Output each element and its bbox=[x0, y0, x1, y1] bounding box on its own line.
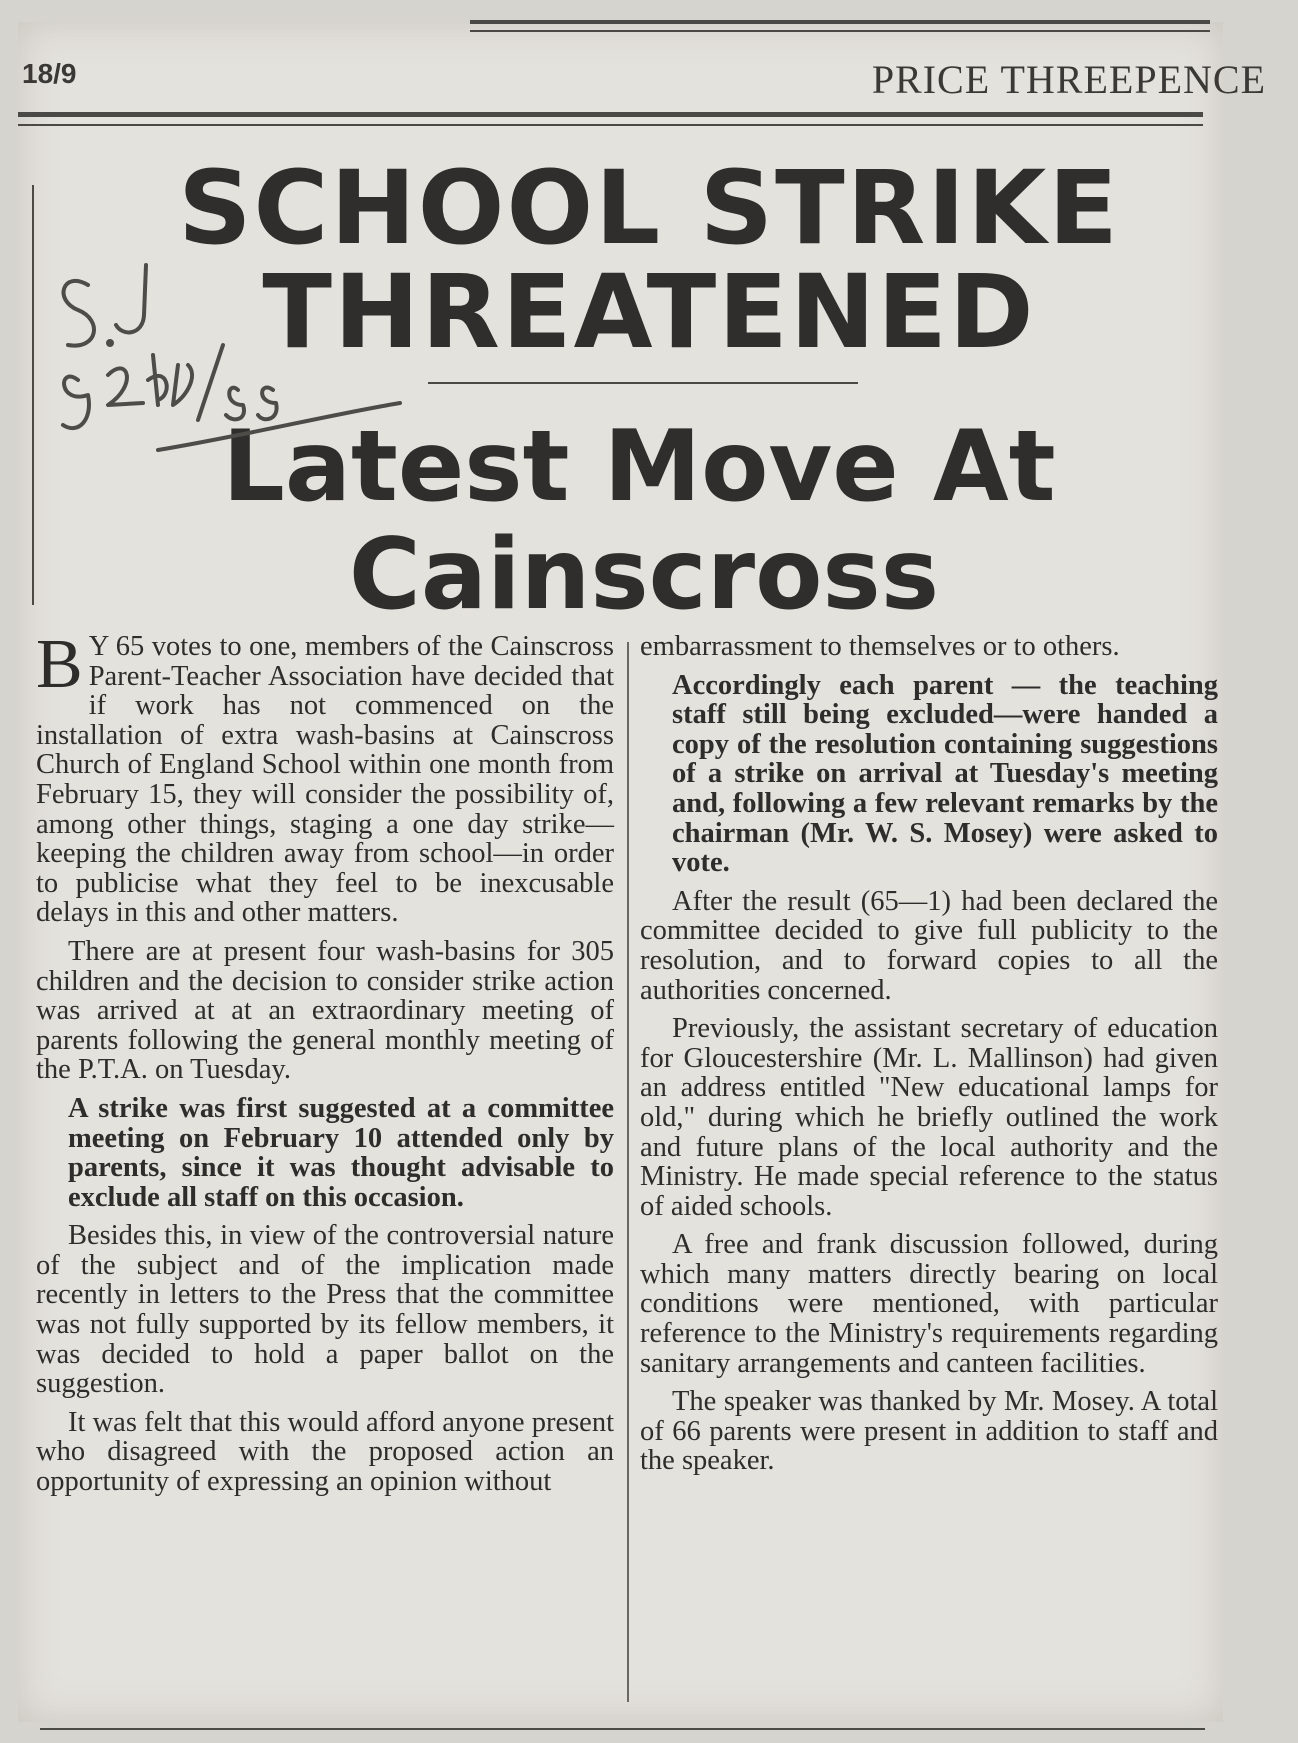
price-label: PRICE THREEPENCE bbox=[871, 57, 1266, 102]
article-paragraph: The speaker was thanked by Mr. Mosey. A total of 66 parents were present in addition to staff and the speaker. bbox=[640, 1386, 1218, 1477]
bottom-rule bbox=[40, 1728, 1205, 1730]
drop-cap: B bbox=[36, 626, 83, 703]
headline-divider bbox=[428, 382, 858, 384]
article-paragraph: Besides this, in view of the controversial nature of the subject and of the implication made recently in letters to the Press that the committee was not fully supported by its fellow members, it was decided to hold a paper ballot on the suggestion. bbox=[36, 1220, 614, 1400]
article-paragraph-bold: Accordingly each parent — the teaching staff still being excluded—were handed a copy of the resolution containing suggestions of a strike on arrival at Tuesday's meeting and, following a few relevant remarks by the chairman (Mr. W. S. Mosey) were asked to vote. bbox=[672, 669, 1218, 879]
article-paragraph: B Y 65 votes to one, members of the Cainscross Parent-Teacher Association have decided that if work has not commenced on the installation of extra wash-basins at Cainscross Church of England School within one month from February 15, they will consider the possibility of, among other things, staging a one day strike—keeping the children away from school—in order to publicise what they feel to be inexcusable delays in this and other matters. bbox=[36, 626, 614, 929]
handwritten-annotation bbox=[48, 245, 408, 475]
reference-number: 18/9 bbox=[22, 58, 77, 89]
article-paragraph: A free and frank discussion followed, during which many matters directly bearing on local conditions were mentioned, with particular reference to the Ministry's requirements regarding sanitary arrangements and canteen facilities. bbox=[640, 1229, 1218, 1379]
masthead-rule bbox=[18, 112, 1203, 117]
top-rule bbox=[470, 20, 1210, 24]
article-paragraph-bold: A strike was first suggested at a committee meeting on February 10 attended only by parents, since it was thought advisable to exclude all staff on this occasion. bbox=[68, 1092, 614, 1213]
top-rule-thin bbox=[470, 30, 1210, 32]
article-column-1 bbox=[36, 626, 614, 1506]
article-paragraph: It was felt that this would afford anyone present who disagreed with the proposed action an opportunity of expressing an opinion without bbox=[36, 1406, 614, 1498]
headline-line-2: THREATENED bbox=[262, 253, 1036, 372]
article-column-2 bbox=[640, 632, 1218, 1485]
column-divider bbox=[627, 642, 629, 1702]
article-paragraph: Previously, the assistant secretary of education for Gloucestershire (Mr. L. Mallinson) had given an address entitled "New educational lamps for old," during which he briefly outlined the work and future plans of the local authority and the Ministry. He made special reference to the status of aided schools. bbox=[640, 1013, 1218, 1222]
article-paragraph: There are at present four wash-basins for 305 children and the decision to consider strike action was arrived at at an extraordinary meeting of parents following the general monthly meeting of the P.T.A. on Tuesday. bbox=[36, 935, 614, 1086]
article-paragraph: After the result (65—1) had been declared the committee decided to give full publicity to the resolution, and to forward copies to all the authorities concerned. bbox=[640, 885, 1218, 1006]
subheadline-line-1: Latest Move At bbox=[222, 410, 1056, 524]
masthead-rule-thin bbox=[18, 124, 1203, 126]
handwritten-note-text: S.J 22/2/55 bbox=[48, 473, 53, 474]
subheadline-line-2: Cainscross bbox=[348, 518, 940, 632]
headline-line-1: SCHOOL STRIKE bbox=[178, 149, 1120, 268]
article-paragraph: embarrassment to themselves or to others. bbox=[640, 631, 1120, 662]
